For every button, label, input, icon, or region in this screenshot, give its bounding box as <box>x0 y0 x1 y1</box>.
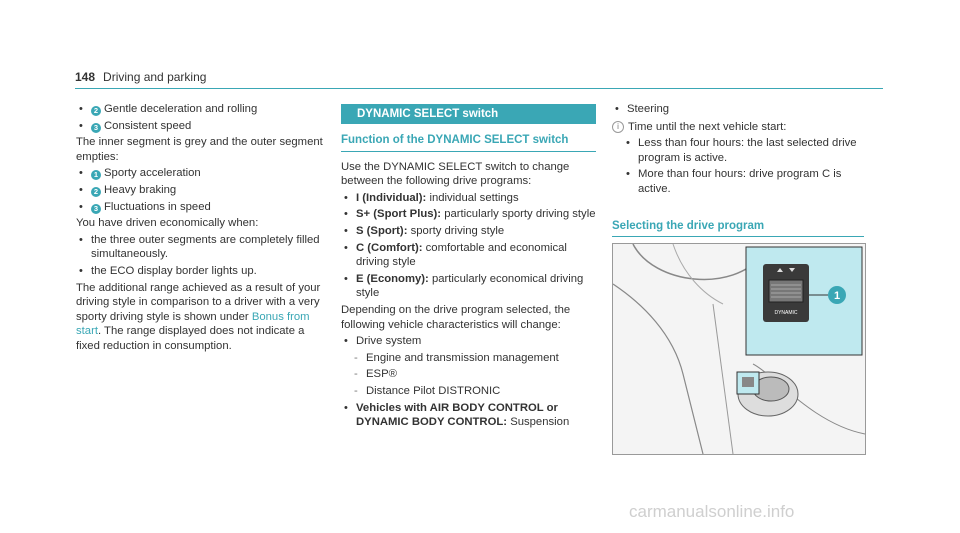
section-heading: Selecting the drive program <box>612 219 864 238</box>
list-item: • Drive system <box>344 335 422 348</box>
paragraph: The additional range achieved as a result of your driving style in comparison to a driver with a very sporty driving style is shown under Bonus from start. The range displayed does not indicate a fixed reduction in consumption. <box>76 281 321 352</box>
paragraph: You have driven economically when: <box>76 217 259 230</box>
list-item: • I (Individual): individual settings <box>344 191 519 204</box>
list-item: • Steering <box>615 103 670 115</box>
list-item: • S (Sport): sporty driving style <box>344 224 505 237</box>
section-bar: DYNAMIC SELECT switch <box>341 104 596 124</box>
dynamic-select-figure <box>612 243 866 455</box>
list-item: • S+ (Sport Plus): particularly sporty driving style <box>344 208 596 221</box>
column-2 <box>341 100 596 432</box>
paragraph: Use the DYNAMIC SELECT switch to change between the following drive programs: <box>341 160 570 188</box>
page-number: 148 <box>75 70 96 84</box>
watermark: carmanualsonline.info <box>629 502 795 521</box>
sub-item: - Distance Pilot DISTRONIC <box>354 384 501 397</box>
callout-number-icon: 2 <box>91 187 101 197</box>
section-name: Driving and parking <box>103 70 207 84</box>
list-item: • Vehicles with AIR BODY CONTROL or DYNAMIC BODY CONTROL: Suspension <box>344 401 570 429</box>
list-item: • the ECO display border lights up. <box>79 264 257 277</box>
column-3 <box>612 100 864 237</box>
list-item: • Less than four hours: the last selected drive program is active. <box>626 137 857 164</box>
list-item: • 2 Gentle deceleration and rolling <box>79 103 258 115</box>
callout-number-icon: 2 <box>91 106 101 116</box>
paragraph: Depending on the drive program selected, the following vehicle characteristics will change: <box>341 303 571 331</box>
list-item: • 2 Heavy braking <box>79 183 177 196</box>
page-header <box>75 70 206 85</box>
list-item: • 1 Sporty acceleration <box>79 167 201 180</box>
figure-callout: 1 <box>833 290 841 302</box>
list-item: • the three outer segments are completely filled simultaneously. <box>79 233 320 261</box>
list-item: • 3 Fluctuations in speed <box>79 200 211 213</box>
sub-item: - ESP® <box>354 368 397 381</box>
center-console-illustration <box>613 244 865 454</box>
bonus-from-start-link[interactable]: Bonus from start <box>76 310 310 338</box>
column-1 <box>76 100 326 354</box>
list-item: • 3 Consistent speed <box>79 119 192 132</box>
header-rule <box>75 88 883 89</box>
paragraph: The inner segment is grey and the outer segment empties: <box>76 136 323 163</box>
list-item: • More than four hours: drive program C is active. <box>626 168 842 195</box>
info-icon: i <box>612 121 624 133</box>
info-note: i Time until the next vehicle start: <box>612 120 864 135</box>
callout-number-icon: 3 <box>91 123 101 133</box>
list-item: • E (Economy): particularly economical driving style <box>344 272 584 300</box>
list-item: • C (Comfort): comfortable and economical driving style <box>344 241 567 269</box>
dynamic-label: DYNAMIC <box>774 310 798 316</box>
section-heading: Function of the DYNAMIC SELECT switch <box>341 133 596 152</box>
sub-item: - Engine and transmission management <box>354 351 559 364</box>
callout-number-icon: 1 <box>91 170 101 180</box>
callout-number-icon: 3 <box>91 204 101 214</box>
